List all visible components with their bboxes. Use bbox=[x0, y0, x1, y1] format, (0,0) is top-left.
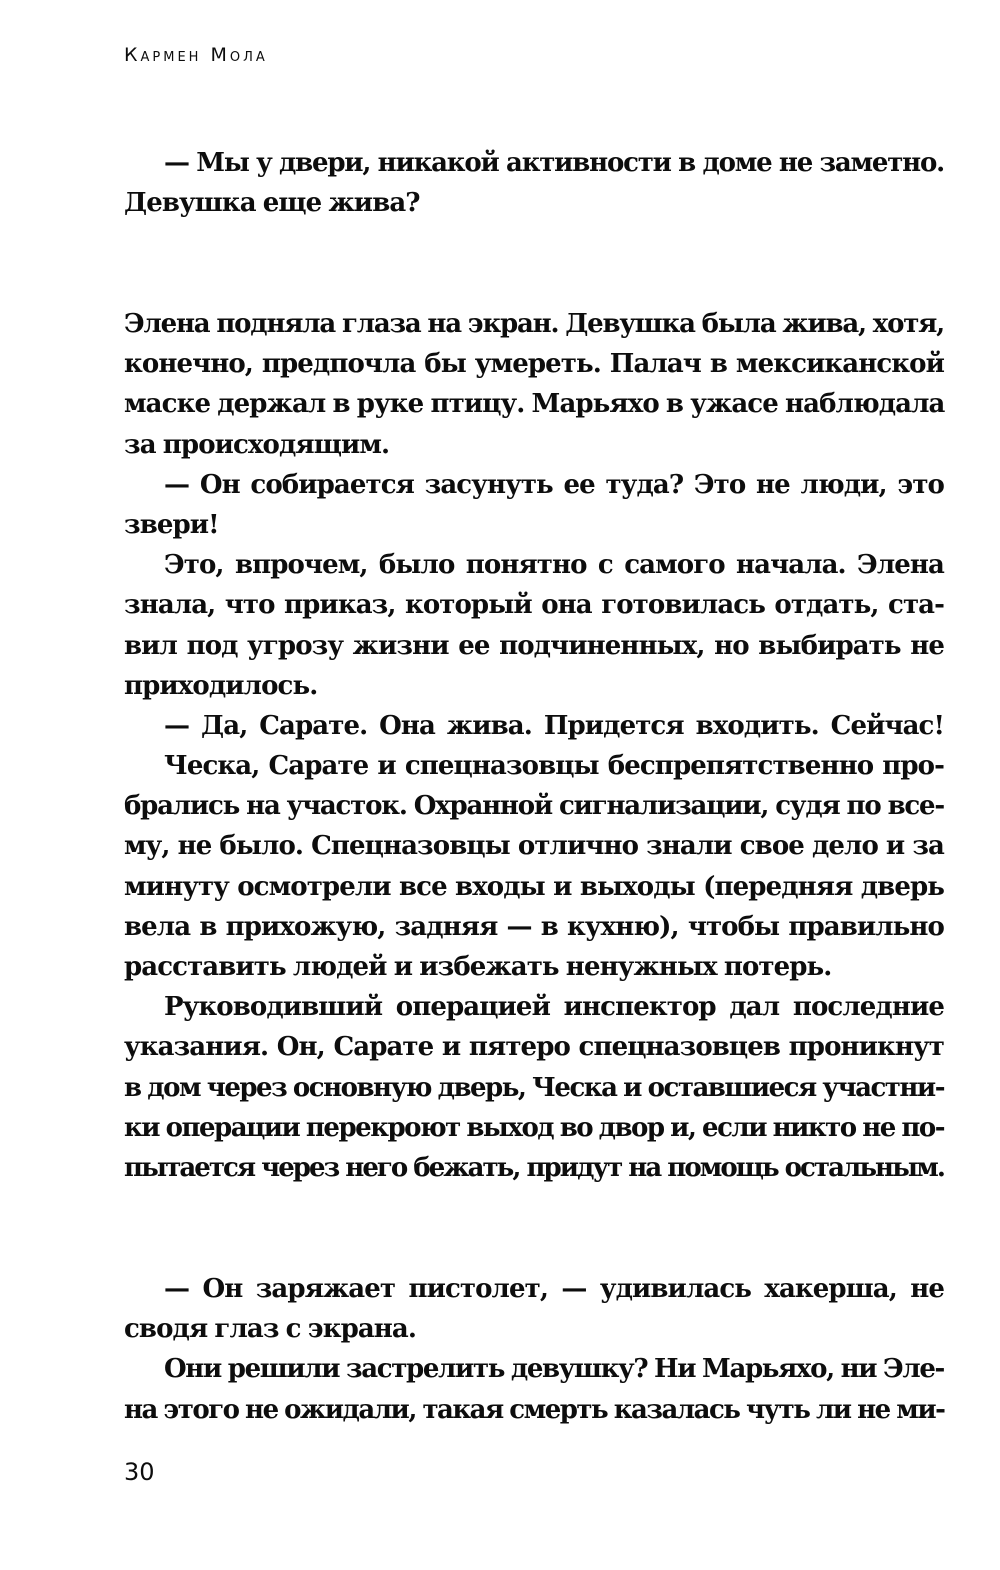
text-block-1 bbox=[124, 143, 944, 223]
text-line: пытается через него бежать, придут на помощь остальным. bbox=[124, 1152, 944, 1183]
text-line: Девушка еще жива? bbox=[124, 188, 420, 219]
text-line: — Он заряжает пистолет, — удивилась хакерша, не bbox=[164, 1274, 944, 1304]
page-number: 30 bbox=[124, 1458, 155, 1486]
text-line: брались на участок. Охранной сигнализации, судя по все- bbox=[124, 791, 944, 822]
text-line: Элена подняла глаза на экран. Девушка была жива, хотя, bbox=[124, 309, 944, 339]
text-line: вил под угрозу жизни ее подчиненных, но выбирать не bbox=[124, 630, 944, 661]
text-block-2 bbox=[124, 304, 944, 1188]
text-line: Они решили застрелить девушку? Ни Марьяхо, ни Эле- bbox=[164, 1354, 944, 1385]
text-line: му, не было. Спецназовцы отлично знали свое дело и за bbox=[124, 831, 944, 862]
text-line: — Да, Сарате. Она жива. Придется входить. Сейчас! bbox=[164, 710, 944, 741]
text-line: маске держал в руке птицу. Марьяхо в ужасе наблюдала bbox=[124, 389, 945, 420]
text-line: на этого не ожидали, такая смерть казалась чуть ли не ми- bbox=[124, 1394, 945, 1425]
text-line: в дом через основную дверь, Ческа и оставшиеся участни- bbox=[124, 1072, 944, 1103]
text-line: Это, впрочем, было понятно с самого начала. Элена bbox=[164, 550, 944, 581]
text-line: минуту осмотрели все входы и выходы (передняя дверь bbox=[124, 871, 944, 902]
text-line: указания. Он, Сарате и пятеро спецназовцев проникнут bbox=[124, 1032, 944, 1063]
text-line: за происходящим. bbox=[124, 429, 390, 460]
text-line: — Мы у двери, никакой активности в доме не заметно. bbox=[164, 148, 944, 178]
text-line: конечно, предпочла бы умереть. Палач в мексиканской bbox=[124, 349, 944, 380]
text-block-3 bbox=[124, 1269, 944, 1430]
text-line: ки операции перекроют выход во двор и, если никто не по- bbox=[124, 1112, 944, 1143]
text-line: знала, что приказ, который она готовилась отдать, ста- bbox=[124, 590, 944, 621]
text-line: расставить людей и избежать ненужных потерь. bbox=[124, 952, 832, 982]
text-line: — Он собирается засунуть ее туда? Это не люди, это bbox=[164, 469, 944, 500]
text-line: Руководивший операцией инспектор дал последние bbox=[164, 992, 944, 1023]
text-line: приходилось. bbox=[124, 670, 318, 701]
text-line: звери! bbox=[124, 509, 219, 540]
running-head: Кармен Мола bbox=[124, 44, 268, 66]
text-line: Ческа, Сарате и спецназовцы беспрепятственно про- bbox=[164, 751, 944, 782]
text-line: сводя глаз с экрана. bbox=[124, 1314, 417, 1345]
text-line: вела в прихожую, задняя — в кухню), чтобы правильно bbox=[124, 911, 944, 942]
